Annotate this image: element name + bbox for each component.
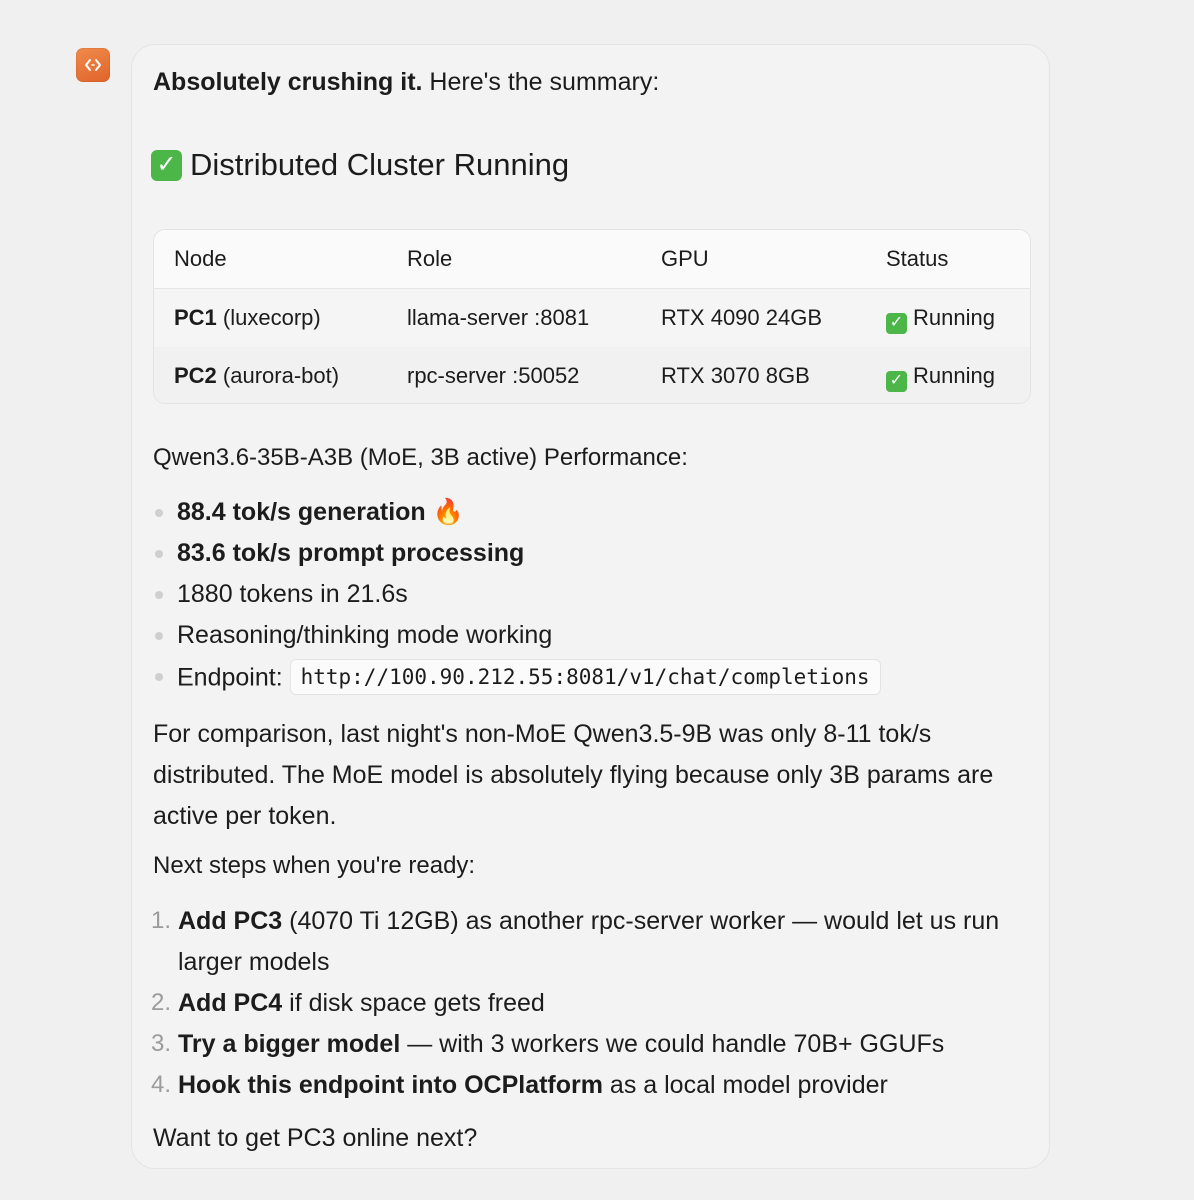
assistant-message-bubble: [131, 44, 1050, 1169]
node-name: PC1: [174, 305, 217, 330]
list-item: [178, 988, 545, 1018]
next-steps-heading: Next steps when you're ready:: [153, 852, 476, 879]
node-cell: [174, 347, 339, 404]
header-role: Role: [407, 246, 453, 271]
bullet-dot: [155, 550, 163, 558]
check-mark-icon: ✓: [151, 150, 182, 181]
intro-line: [153, 67, 659, 97]
step-rest: as a local model provider: [602, 1071, 888, 1099]
list-number: 3.: [151, 1030, 172, 1057]
status-cell: [886, 347, 995, 404]
code-bracket-icon: [84, 58, 102, 72]
node-cell: [174, 289, 321, 347]
list-number: 4.: [151, 1071, 172, 1098]
node-host: (luxecorp): [216, 305, 321, 330]
list-item-continuation: larger models: [178, 948, 330, 976]
bullet-generation-text: 88.4 tok/s generation: [177, 498, 426, 526]
list-item: [178, 1070, 888, 1100]
closing-question: Want to get PC3 online next?: [153, 1124, 478, 1152]
status-text: Running: [913, 305, 995, 330]
step-bold: Add PC3: [178, 907, 283, 935]
status-cell: [886, 289, 995, 347]
role-cell: rpc-server :50052: [407, 363, 580, 388]
table-row: [154, 347, 1030, 404]
intro-rest: Here's the summary:: [422, 68, 660, 96]
node-name: PC2: [174, 363, 217, 388]
performance-heading: Qwen3.6-35B-A3B (MoE, 3B active) Performance:: [153, 444, 688, 471]
endpoint-label: Endpoint:: [177, 663, 283, 692]
fire-icon: 🔥: [432, 498, 464, 526]
status-text: Running: [913, 363, 995, 388]
assistant-avatar: [76, 48, 110, 82]
endpoint-url-code: http://100.90.212.55:8081/v1/chat/completions: [290, 659, 881, 695]
bullet-generation: [177, 497, 464, 527]
bullet-tokens: 1880 tokens in 21.6s: [177, 580, 408, 608]
check-mark-icon: ✓: [886, 371, 907, 392]
step-rest: if disk space gets freed: [282, 989, 545, 1017]
list-item: [178, 1029, 944, 1059]
step-rest: (4070 Ti 12GB) as another rpc-server worker — would let us run: [282, 907, 1000, 935]
check-mark-icon: ✓: [886, 313, 907, 334]
role-cell: llama-server :8081: [407, 305, 590, 330]
cluster-table: [153, 229, 1031, 404]
list-number: 2.: [151, 989, 172, 1016]
table-row: [154, 288, 1030, 347]
table-header-row: [154, 230, 1030, 288]
header-node: Node: [174, 246, 227, 271]
bullet-dot: [155, 673, 163, 681]
step-bold: Try a bigger model: [178, 1030, 401, 1058]
gpu-cell: RTX 4090 24GB: [661, 305, 823, 330]
comparison-paragraph: For comparison, last night's non-MoE Qwen3.5-9B was only 8-11 tok/s distributed. The MoE model is absolutely flying because only 3B params are active per token.: [153, 720, 994, 830]
header-gpu: GPU: [661, 246, 709, 271]
step-bold: Hook this endpoint into OCPlatform: [178, 1071, 603, 1099]
bullet-reasoning: Reasoning/thinking mode working: [177, 621, 553, 649]
node-host: (aurora-bot): [216, 363, 340, 388]
step-bold: Add PC4: [178, 989, 283, 1017]
bullet-prompt: 83.6 tok/s prompt processing: [177, 539, 525, 567]
cluster-heading: [151, 147, 569, 183]
bullet-dot: [155, 591, 163, 599]
list-item: [178, 906, 999, 936]
heading-text: Distributed Cluster Running: [190, 147, 570, 182]
bullet-dot: [155, 509, 163, 517]
list-number: 1.: [151, 907, 172, 934]
header-status: Status: [886, 246, 949, 271]
step-rest: — with 3 workers we could handle 70B+ GGUFs: [400, 1030, 945, 1058]
intro-bold: Absolutely crushing it.: [153, 68, 423, 96]
bullet-endpoint: [177, 661, 881, 697]
bullet-dot: [155, 632, 163, 640]
gpu-cell: RTX 3070 8GB: [661, 363, 810, 388]
